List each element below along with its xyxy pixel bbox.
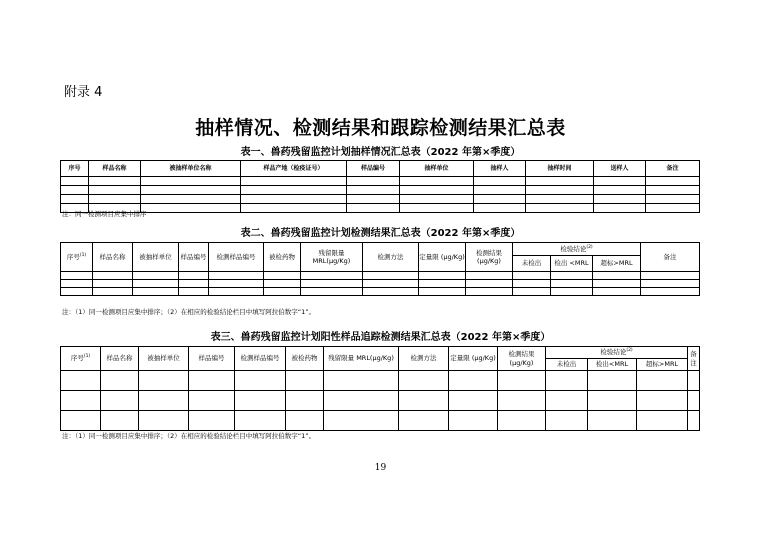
appendix-label: 附录 4: [64, 85, 103, 100]
table-row: [61, 280, 700, 288]
t3-header-conclusion: 检验结论$^{(2)}$: [546, 347, 688, 359]
table-row: [61, 195, 700, 204]
t3-header-method: 检测方法: [399, 347, 449, 371]
t1-header-origin: 样品产地（检疫证号）: [241, 161, 347, 177]
t1-header-sampling-time: 抽样时间: [526, 161, 594, 177]
table-row: [61, 371, 700, 391]
t1-header-sender: 送样人: [594, 161, 646, 177]
t3-header-sample-name: 样品名称: [101, 347, 139, 371]
table1-note: 注：同一检测项目应集中排序: [62, 210, 147, 218]
t1-header-sampling-unit: 抽样单位: [400, 161, 474, 177]
table2-caption: 表二、兽药残留监控计划检测结果汇总表（2022 年第×季度）: [240, 228, 521, 239]
t1-header-seq: 序号: [61, 161, 89, 177]
t3-header-exceed-mrl: 超标>MRL: [637, 359, 688, 371]
page-number: 19: [374, 463, 387, 473]
table-row: [61, 391, 700, 411]
t2-header-method: 检测方法: [363, 243, 419, 272]
t1-header-sample-name: 样品名称: [89, 161, 141, 177]
t3-header-not-detected: 未检出: [546, 359, 588, 371]
t1-header-sampled-unit: 被抽样单位名称: [141, 161, 241, 177]
table3-note: 注：（1）同一检测项目应集中排序；（2）在相应的检验结论栏目中填写阿拉伯数字“1”。: [62, 432, 316, 440]
t3-header-mrl: 残留限量 MRL(μg/Kg): [324, 347, 399, 371]
t2-header-not-detected: 未检出: [513, 256, 551, 272]
t2-header-seq: 序号$^{(1)}$: [61, 243, 93, 272]
t2-header-conclusion: 检验结论$^{(2)}$: [513, 243, 641, 256]
table-row: [61, 411, 700, 431]
t3-header-result: 检测结果 (μg/Kg): [498, 347, 546, 371]
t2-header-mrl: 残留限量 MRL(μg/Kg): [301, 243, 363, 272]
t3-header-remarks: 备注: [688, 347, 700, 371]
t3-header-sampled-unit: 被抽样单位: [139, 347, 189, 371]
t3-header-sample-no: 样品编号: [189, 347, 235, 371]
t2-header-sample-no: 样品编号: [179, 243, 209, 272]
t1-header-sample-no: 样品编号: [347, 161, 400, 177]
table2-note: 注：（1）同一检测项目应集中排序；（2）在相应的检验结论栏目中填写阿拉伯数字“1”。: [62, 308, 316, 316]
t2-header-remarks: 备注: [641, 243, 700, 272]
table1-caption: 表一、兽药残留监控计划抽样情况汇总表（2022 年第×季度）: [240, 147, 521, 158]
sampling-table: [60, 160, 700, 213]
table-row: [61, 177, 700, 186]
t1-header-remarks: 备注: [646, 161, 700, 177]
t2-header-result: 检测结果 (μg/Kg): [466, 243, 513, 272]
test-results-table: [60, 242, 700, 296]
table-row: [61, 186, 700, 195]
t2-header-exceed-mrl: 超标>MRL: [593, 256, 641, 272]
table-row: [61, 204, 700, 213]
t2-header-drug: 被检药物: [264, 243, 301, 272]
t2-header-detected-lt-mrl: 检出 <MRL: [551, 256, 593, 272]
table-row: [61, 288, 700, 296]
t2-header-loq: 定量限 (μg/Kg): [419, 243, 466, 272]
page-title: 抽样情况、检测结果和跟踪检测结果汇总表: [195, 117, 566, 139]
t3-header-detected-lt-mrl: 检出<MRL: [588, 359, 637, 371]
table-row: [61, 272, 700, 280]
t3-header-loq: 定量限 (μg/Kg): [449, 347, 498, 371]
t1-header-sampler: 抽样人: [474, 161, 526, 177]
t3-header-seq: 序号$^{(1)}$: [61, 347, 101, 371]
t3-header-drug: 被检药物: [286, 347, 324, 371]
table3-caption: 表三、兽药残留监控计划阳性样品追踪检测结果汇总表（2022 年第×季度）: [210, 332, 551, 343]
t2-header-sample-name: 样品名称: [93, 243, 133, 272]
t2-header-test-sample-no: 检测样品编号: [209, 243, 264, 272]
tracking-results-table: [60, 346, 700, 431]
t2-header-sampled-unit: 被抽样单位: [133, 243, 179, 272]
t3-header-test-sample-no: 检测样品编号: [235, 347, 286, 371]
